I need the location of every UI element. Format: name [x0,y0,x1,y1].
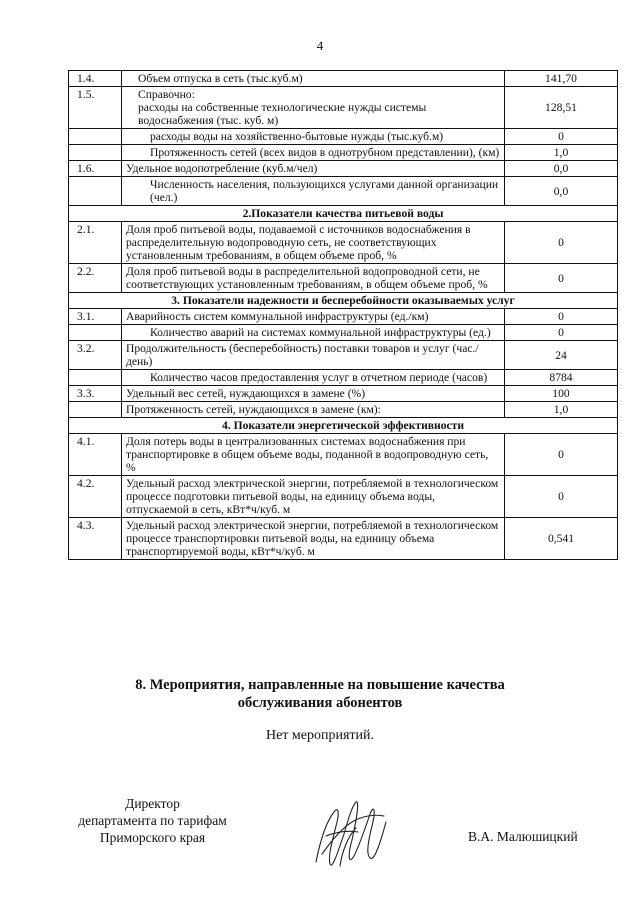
signatory-position [55,795,250,846]
row-number: 1.6. [69,161,122,177]
row-description: Доля проб питьевой воды, подаваемой с источников водоснабжения в распределительную водопроводную сеть, не соответствующих установленным требованиям, в общем объеме проб, % [122,222,505,264]
row-number: 2.1. [69,222,122,264]
measures-heading-line2: обслуживания абонентов [237,695,403,711]
table-row [69,129,618,145]
row-value: 0 [505,476,618,518]
row-value: 0,541 [505,518,618,560]
row-description: Доля потерь воды в централизованных системах водоснабжения при транспортировке в общем объеме воды, поданной в водопроводную сеть, % [122,434,505,476]
row-description: Объем отпуска в сеть (тыс.куб.м) [122,71,505,87]
no-measures-text: Нет мероприятий. [265,728,375,743]
table-row [69,370,618,386]
table-section-header [69,206,618,222]
table-row [69,476,618,518]
row-number: 4.2. [69,476,122,518]
table-row [69,341,618,370]
row-value: 0 [505,309,618,325]
signatory-position-line1: Директор [125,796,180,811]
row-description: Протяженность сетей, нуждающихся в замене (км): [122,402,505,418]
row-description: Продолжительность (бесперебойность) поставки товаров и услуг (час./день) [122,341,505,370]
handwritten-signature [312,792,392,874]
row-value: 141,70 [505,71,618,87]
row-description: Протяженность сетей (всех видов в однотрубном представлении), (км) [122,145,505,161]
row-number: 3.3. [69,386,122,402]
row-number [69,129,122,145]
row-value: 128,51 [505,87,618,129]
row-number [69,177,122,206]
table-row [69,325,618,341]
table-section-header [69,418,618,434]
row-value: 0 [505,222,618,264]
row-number: 1.5. [69,87,122,129]
table-row [69,177,618,206]
table-row [69,309,618,325]
table-row [69,402,618,418]
table-row [69,434,618,476]
section-title: 3. Показатели надежности и бесперебойности оказываемых услуг [69,293,618,309]
row-value: 0,0 [505,161,618,177]
row-number [69,325,122,341]
row-number [69,145,122,161]
table-row [69,161,618,177]
row-description: Удельный вес сетей, нуждающихся в замене (%) [122,386,505,402]
row-number: 3.1. [69,309,122,325]
row-number: 2.2. [69,264,122,293]
table-row [69,264,618,293]
row-description: расходы воды на хозяйственно-бытовые нужды (тыс.куб.м) [122,129,505,145]
row-number [69,402,122,418]
row-description: Справочно: расходы на собственные технологические нужды системы водоснабжения (тыс. куб. м) [122,87,505,129]
row-description: Численность населения, пользующихся услугами данной организации (чел.) [122,177,505,206]
row-value: 0 [505,129,618,145]
row-number: 3.2. [69,341,122,370]
row-value: 1,0 [505,145,618,161]
row-description: Удельный расход электрической энергии, потребляемой в технологическом процессе подготовки питьевой воды, на единицу объема воды, отпускаемой в сеть, кВт*ч/куб. м [122,476,505,518]
row-number: 4.3. [69,518,122,560]
row-value: 1,0 [505,402,618,418]
row-value: 24 [505,341,618,370]
measures-heading-line1: 8. Мероприятия, направленные на повышение качества [135,677,505,693]
row-value: 0 [505,325,618,341]
row-value: 0 [505,434,618,476]
row-number [69,370,122,386]
table-row [69,222,618,264]
row-description: Удельное водопотребление (куб.м/чел) [122,161,505,177]
indicators-table [68,70,618,560]
table-row [69,386,618,402]
table-row [69,71,618,87]
page-number: 4 [316,38,324,53]
row-value: 0 [505,264,618,293]
row-value: 100 [505,386,618,402]
row-description: Аварийность систем коммунальной инфраструктуры (ед./км) [122,309,505,325]
row-number: 1.4. [69,71,122,87]
section-title: 4. Показатели энергетической эффективности [69,418,618,434]
table-row [69,145,618,161]
table-row [69,518,618,560]
row-description: Количество часов предоставления услуг в отчетном периоде (часов) [122,370,505,386]
measures-heading [0,676,640,712]
row-value: 0,0 [505,177,618,206]
section-title: 2.Показатели качества питьевой воды [69,206,618,222]
signatory-position-line2: департамента по тарифам [78,813,227,828]
signatory-position-line3: Приморского края [99,830,206,845]
row-description: Удельный расход электрической энергии, потребляемой в технологическом процессе транспортировки питьевой воды, на единицу объема транспортируемой воды, кВт*ч/куб. м [122,518,505,560]
row-value: 8784 [505,370,618,386]
row-description: Доля проб питьевой воды в распределительной водопроводной сети, не соответствующих установленным требованиям, в общем объеме проб, % [122,264,505,293]
table-row [69,87,618,129]
signatory-name: В.А. Малюшицкий [468,829,578,844]
table-section-header [69,293,618,309]
row-number: 4.1. [69,434,122,476]
row-description: Количество аварий на системах коммунальной инфраструктуры (ед.) [122,325,505,341]
